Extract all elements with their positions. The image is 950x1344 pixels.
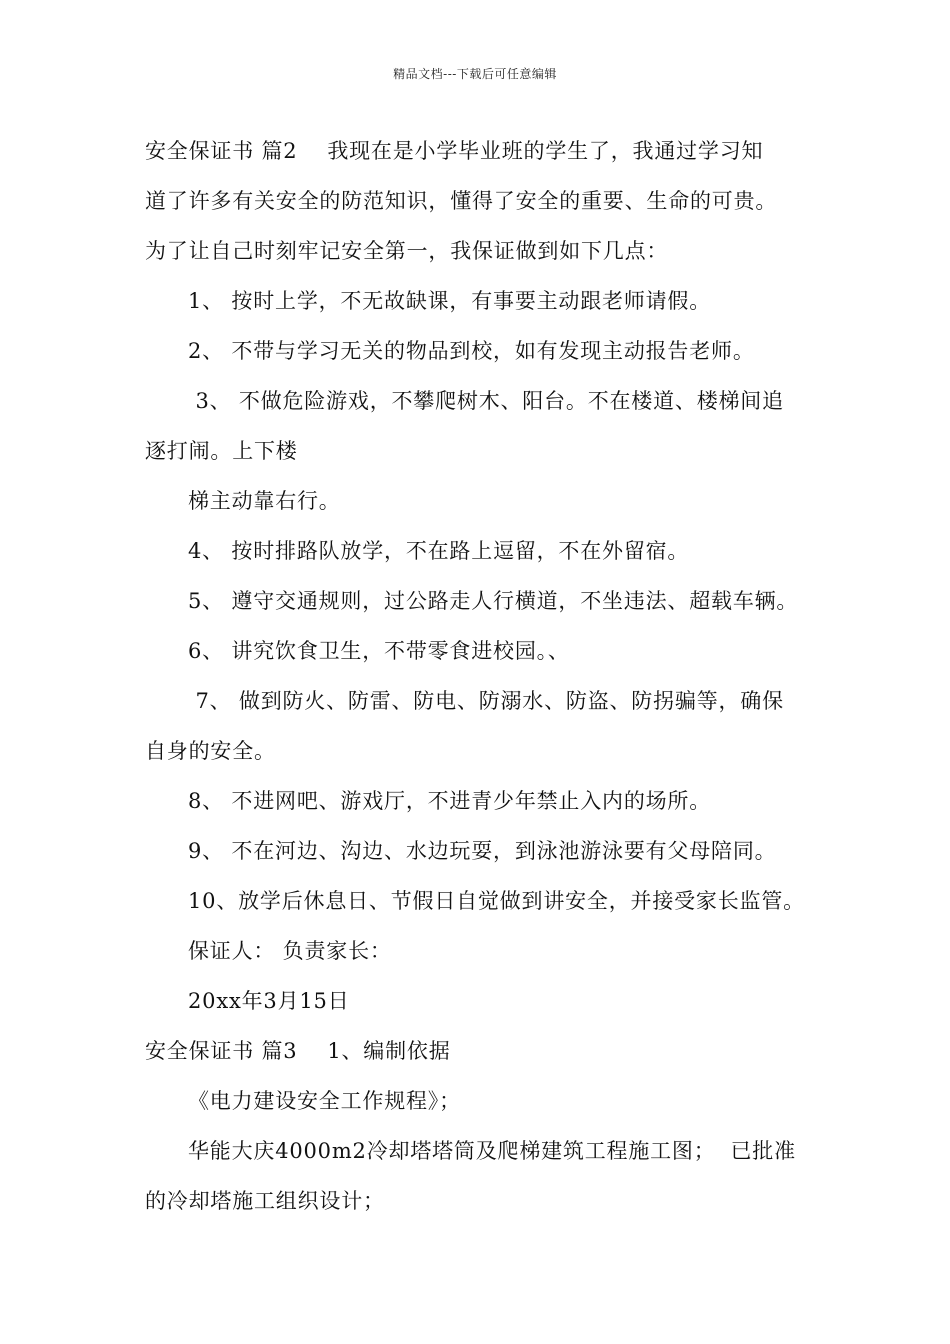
date-line: 20xx年3月15日 (188, 989, 350, 1013)
list-item: 1、 按时上学，不无故缺课，有事要主动跟老师请假。 (188, 289, 712, 313)
list-item: 4、 按时排路队放学，不在路上逗留，不在外留宿。 (188, 539, 690, 563)
text-line: 华能大庆4000m2冷却塔塔筒及爬梯建筑工程施工图； 已批准 (188, 1139, 796, 1163)
list-item: 2、 不带与学习无关的物品到校，如有发现主动报告老师。 (188, 339, 755, 363)
text-line: 自身的安全。 (145, 739, 276, 763)
text-line: 的冷却塔施工组织设计； (145, 1189, 385, 1213)
list-item: 3、 不做危险游戏，不攀爬树木、阳台。不在楼道、楼梯间追 (188, 389, 784, 413)
page-header: 精品文档---下载后可任意编辑 (393, 67, 557, 81)
list-item: 6、 讲究饮食卫生，不带零食进校园。、 (188, 639, 570, 663)
list-item: 7、 做到防火、防雷、防电、防溺水、防盗、防拐骗等，确保 (188, 689, 784, 713)
text-line: 道了许多有关安全的防范知识，懂得了安全的重要、生命的可贵。 (145, 189, 778, 213)
text-line: 《电力建设安全工作规程》； (188, 1089, 461, 1113)
list-item: 9、 不在河边、沟边、水边玩耍，到泳池游泳要有父母陪同。 (188, 839, 777, 863)
text-line: 安全保证书 篇2 我现在是小学毕业班的学生了，我通过学习知 (145, 139, 764, 163)
list-item: 10、放学后休息日、节假日自觉做到讲安全，并接受家长监管。 (188, 889, 805, 913)
text-line: 为了让自己时刻牢记安全第一，我保证做到如下几点： (145, 239, 669, 263)
section-heading: 安全保证书 篇3 1、编制依据 (145, 1039, 451, 1063)
list-item: 8、 不进网吧、游戏厅，不进青少年禁止入内的场所。 (188, 789, 712, 813)
signature-line: 保证人： 负责家长： (188, 939, 392, 963)
list-item: 5、 遵守交通规则，过公路走人行横道，不坐违法、超载车辆。 (188, 589, 799, 613)
text-line: 逐打闹。上下楼 (145, 439, 298, 463)
text-line: 梯主动靠右行。 (188, 489, 341, 513)
